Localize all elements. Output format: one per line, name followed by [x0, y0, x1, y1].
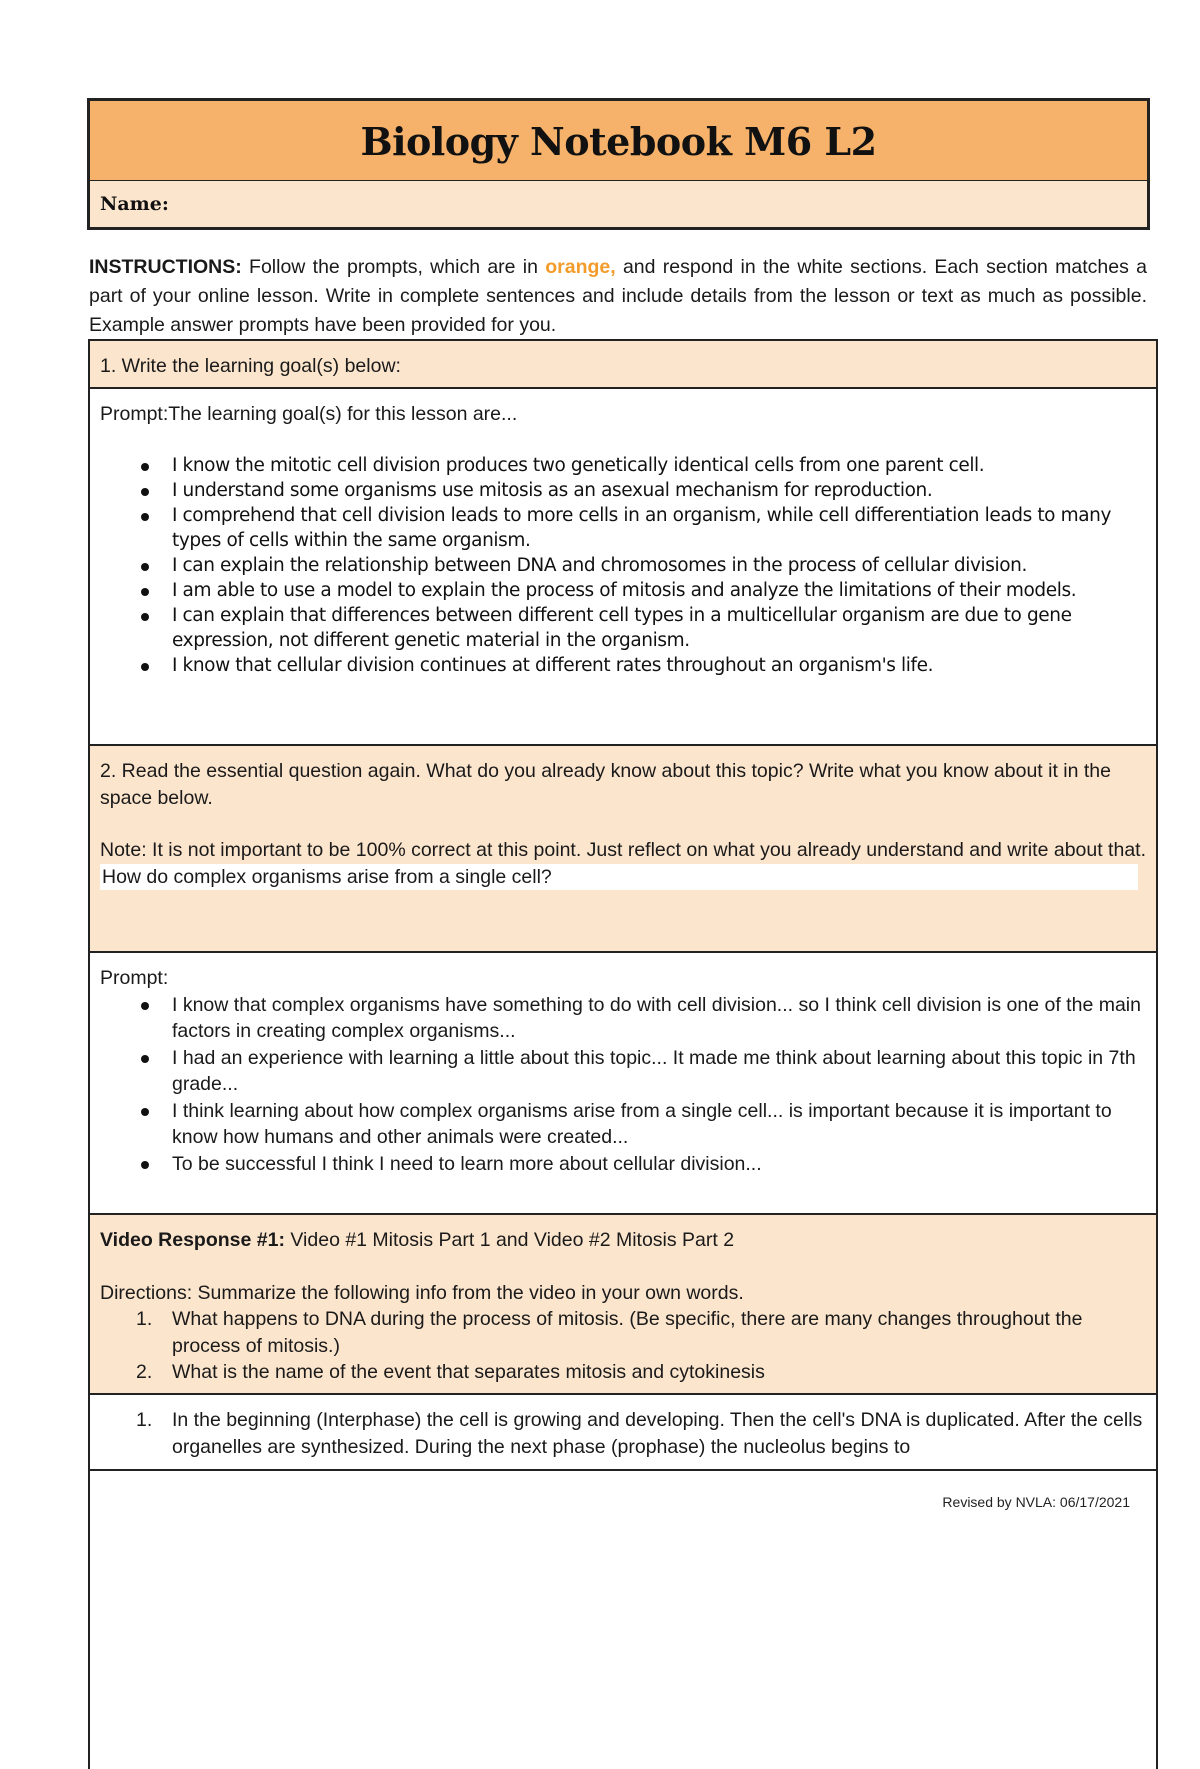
page-title: Biology Notebook M6 L2 — [360, 118, 877, 164]
video1-directions: Directions: Summarize the following info from the video in your own words. — [100, 1281, 744, 1304]
instructions-label: INSTRUCTIONS: — [89, 256, 242, 278]
video1-answer: 1. In the beginning (Interphase) the cell is growing and developing. Then the cell's DNA is duplicated. After the cells organelles are synthesized. During the next phase (prophase) the nucleolus begins to — [136, 1409, 1143, 1458]
title-banner — [87, 98, 1150, 183]
learning-goal: I know that cellular division continues at different rates throughout an organism's life. — [100, 653, 1146, 678]
learning-goal: I can explain the relationship between DNA and chromosomes in the process of cellular division. — [100, 553, 1146, 578]
instructions-text-after: and respond in the white sections. Each section matches a part of your online lesson. Write in complete sentences and include details from the lesson or text as much as possible. Example answer prompts have been provided for you. — [89, 256, 1147, 336]
instructions — [89, 253, 1147, 340]
video1-title: Video #1 Mitosis Part 1 and Video #2 Mitosis Part 2 — [284, 1229, 735, 1251]
instructions-orange-word: orange, — [545, 256, 616, 278]
prior-knowledge-list — [100, 992, 1146, 1178]
video1-heading-row — [90, 1213, 1156, 1393]
section2-note: Note: It is not important to be 100% correct at this point. Just reflect on what you already understand and write about that. — [100, 839, 1147, 861]
section2-prompt: Prompt: — [100, 967, 169, 989]
notebook-table — [88, 339, 1158, 1769]
section1-heading-row — [90, 339, 1156, 387]
prior-knowledge-answer: To be successful I think I need to learn more about cellular division... — [100, 1151, 1146, 1178]
name-row — [87, 180, 1150, 230]
instructions-text-before: Follow the prompts, which are in — [241, 256, 546, 278]
section2-response-row[interactable] — [90, 951, 1156, 1213]
revision-note: Revised by NVLA: 06/17/2021 — [942, 1494, 1130, 1510]
name-label: Name: — [100, 193, 169, 215]
section1-response-row[interactable] — [90, 387, 1156, 744]
video1-answers — [100, 1407, 1146, 1460]
learning-goal: I am able to use a model to explain the process of mitosis and analyze the limitations of their models. — [100, 578, 1146, 603]
video1-response-row[interactable] — [90, 1393, 1156, 1471]
section2-heading: 2. Read the essential question again. What do you already know about this topic? Write what you know about it in the space below. — [100, 760, 1112, 809]
video1-label: Video Response #1: — [100, 1229, 285, 1251]
learning-goal: I know the mitotic cell division produces two genetically identical cells from one parent cell. — [100, 453, 1146, 478]
learning-goal: I can explain that differences between different cell types in a multicellular organism are due to gene expression, not different genetic material in the organism. — [100, 603, 1146, 653]
video1-title-line — [100, 1227, 1146, 1254]
section2-heading-row — [90, 744, 1156, 951]
section1-prompt: Prompt:The learning goal(s) for this lesson are... — [100, 403, 518, 425]
video1-question: 1. What happens to DNA during the process of mitosis. (Be specific, there are many changes throughout the process of mitosis.) — [136, 1308, 1083, 1357]
section1-heading: 1. Write the learning goal(s) below: — [100, 355, 401, 377]
learning-goals-list — [100, 453, 1146, 678]
essential-question: How do complex organisms arise from a single cell? — [100, 864, 1138, 891]
video1-question: 2. What is the name of the event that separates mitosis and cytokinesis — [136, 1361, 765, 1383]
video1-questions — [100, 1306, 1146, 1386]
prior-knowledge-answer: I had an experience with learning a little about this topic... It made me think about learning about this topic in 7th grade... — [100, 1045, 1146, 1098]
learning-goal: I comprehend that cell division leads to more cells in an organism, while cell differentiation leads to many types of cells within the same organism. — [100, 503, 1146, 553]
learning-goal: I understand some organisms use mitosis as an asexual mechanism for reproduction. — [100, 478, 1146, 503]
prior-knowledge-answer: I think learning about how complex organisms arise from a single cell... is important because it is important to know how humans and other animals were created... — [100, 1098, 1146, 1151]
prior-knowledge-answer: I know that complex organisms have something to do with cell division... so I think cell division is one of the main factors in creating complex organisms... — [100, 992, 1146, 1045]
